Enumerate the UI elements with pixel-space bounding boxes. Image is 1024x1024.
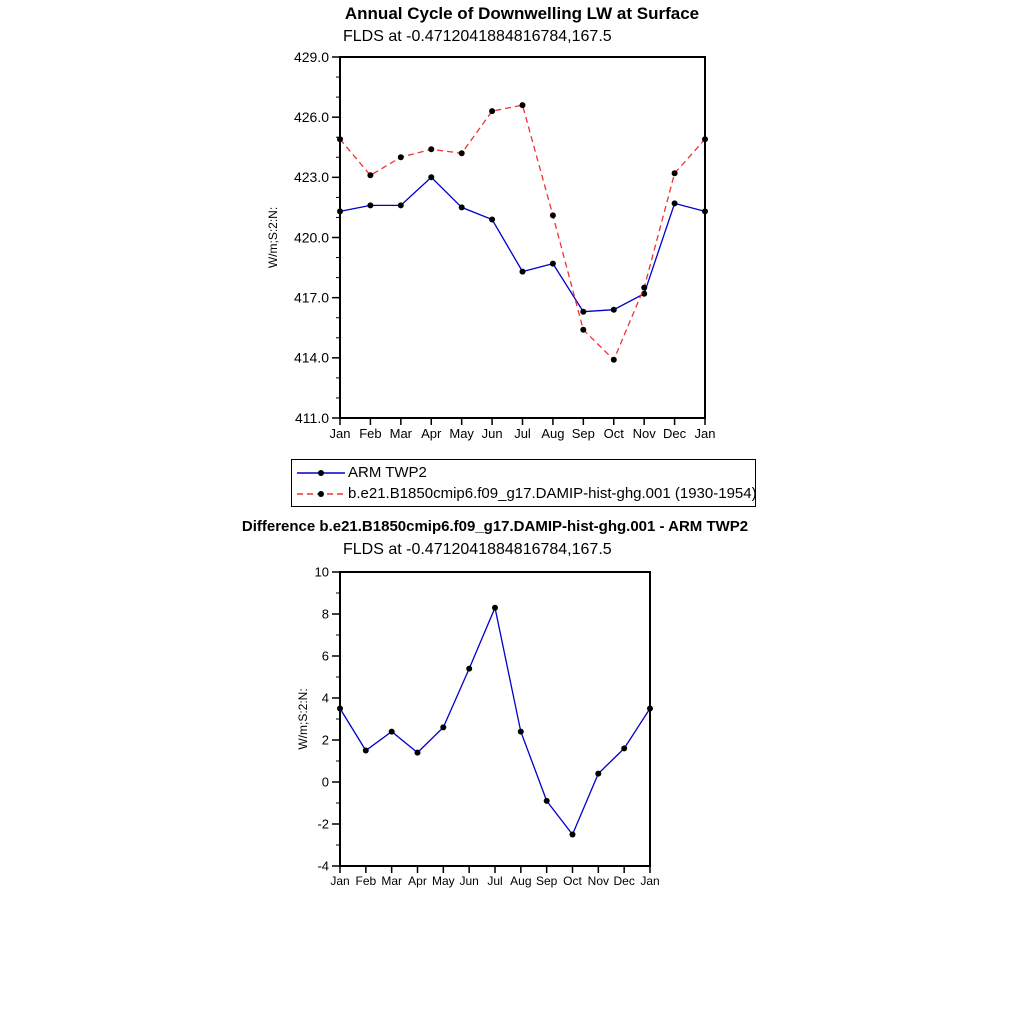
data-point-marker xyxy=(398,202,404,208)
x-tick-label: Jul xyxy=(487,874,503,888)
data-point-marker xyxy=(459,204,465,210)
x-tick-label: Feb xyxy=(355,874,377,888)
difference-line-chart xyxy=(260,560,780,895)
legend-label-model: b.e21.B1850cmip6.f09_g17.DAMIP-hist-ghg.001 (1930-1954) xyxy=(348,485,757,502)
data-point-marker xyxy=(570,832,576,838)
plot-frame xyxy=(340,572,650,866)
y-axis-label: W/m;S:2:N: xyxy=(296,688,310,750)
plot-frame xyxy=(340,57,705,418)
data-point-marker xyxy=(672,200,678,206)
data-point-marker xyxy=(489,108,495,114)
data-point-marker xyxy=(544,798,550,804)
x-tick-label: Sep xyxy=(535,874,558,888)
data-point-marker xyxy=(337,136,343,142)
x-tick-label: Jun xyxy=(459,874,479,888)
x-tick-label: Jan xyxy=(329,426,351,441)
data-point-marker xyxy=(363,748,369,754)
data-point-marker xyxy=(367,172,373,178)
y-tick-label: 423.0 xyxy=(293,169,329,186)
x-tick-label: May xyxy=(431,874,455,888)
y-tick-label: -4 xyxy=(317,858,329,874)
data-point-marker xyxy=(428,146,434,152)
series-line-0 xyxy=(340,608,650,835)
data-point-marker xyxy=(611,307,617,313)
x-tick-label: Dec xyxy=(613,874,635,888)
legend-box xyxy=(291,459,756,507)
data-point-marker xyxy=(550,212,556,218)
dot-marker-icon xyxy=(318,491,324,497)
y-tick-label: 414.0 xyxy=(293,349,329,366)
data-point-marker xyxy=(489,217,495,223)
y-tick-label: 6 xyxy=(321,648,329,664)
x-tick-label: Jul xyxy=(514,426,531,441)
y-tick-label: 0 xyxy=(321,774,329,790)
x-tick-label: Apr xyxy=(421,426,442,441)
data-point-marker xyxy=(580,327,586,333)
x-tick-label: Sep xyxy=(571,426,595,441)
data-point-marker xyxy=(520,102,526,108)
x-tick-label: Mar xyxy=(389,426,413,441)
data-point-marker xyxy=(337,706,343,712)
x-tick-label: Apr xyxy=(408,874,427,888)
y-tick-label: 429.0 xyxy=(293,48,329,65)
y-tick-label: 2 xyxy=(321,732,329,748)
data-point-marker xyxy=(428,174,434,180)
data-point-marker xyxy=(641,285,647,291)
top-chart-subtitle: FLDS at -0.4712041884816784,167.5 xyxy=(343,28,612,45)
x-tick-label: Mar xyxy=(381,874,403,888)
data-point-marker xyxy=(492,605,498,611)
difference-chart-title: Difference b.e21.B1850cmip6.f09_g17.DAMIP-hist-ghg.001 - ARM TWP2 xyxy=(241,518,749,535)
y-tick-label: 426.0 xyxy=(293,109,329,126)
x-tick-label: Jan xyxy=(640,874,660,888)
x-tick-label: Oct xyxy=(563,874,582,888)
x-tick-label: Feb xyxy=(359,426,382,441)
data-point-marker xyxy=(647,706,653,712)
data-point-marker xyxy=(520,269,526,275)
data-point-marker xyxy=(595,771,601,777)
y-tick-label: 8 xyxy=(321,606,329,622)
data-point-marker xyxy=(415,750,421,756)
data-point-marker xyxy=(518,729,524,735)
solid-line-sample-icon xyxy=(296,466,346,480)
dot-marker-icon xyxy=(318,470,324,476)
legend-label-obs: ARM TWP2 xyxy=(348,464,427,481)
x-tick-label: May xyxy=(449,426,474,441)
data-point-marker xyxy=(440,724,446,730)
series-line-1 xyxy=(340,105,705,360)
y-tick-label: 420.0 xyxy=(293,229,329,246)
y-tick-label: -2 xyxy=(317,816,329,832)
data-point-marker xyxy=(398,154,404,160)
data-point-marker xyxy=(621,745,627,751)
data-point-marker xyxy=(702,136,708,142)
data-point-marker xyxy=(389,729,395,735)
dashed-line-sample-icon xyxy=(296,487,346,501)
x-tick-label: Aug xyxy=(541,426,565,441)
difference-chart-subtitle: FLDS at -0.4712041884816784,167.5 xyxy=(343,541,612,558)
x-tick-label: Dec xyxy=(663,426,687,441)
y-tick-label: 411.0 xyxy=(295,409,329,426)
data-point-marker xyxy=(580,309,586,315)
legend-item-obs xyxy=(296,462,755,483)
data-point-marker xyxy=(702,208,708,214)
x-tick-label: Nov xyxy=(632,426,656,441)
top-chart-title: Annual Cycle of Downwelling LW at Surface xyxy=(344,4,700,23)
x-tick-label: Oct xyxy=(603,426,624,441)
annual-cycle-line-chart xyxy=(260,46,780,466)
y-tick-label: 417.0 xyxy=(293,289,329,306)
data-point-marker xyxy=(611,357,617,363)
data-point-marker xyxy=(337,208,343,214)
x-tick-label: Aug xyxy=(510,874,532,888)
data-point-marker xyxy=(459,150,465,156)
x-tick-label: Jun xyxy=(481,426,503,441)
x-tick-label: Jan xyxy=(694,426,716,441)
y-tick-label: 10 xyxy=(314,564,329,580)
data-point-marker xyxy=(466,666,472,672)
y-axis-label: W/m;S:2:N: xyxy=(266,206,280,269)
data-point-marker xyxy=(367,202,373,208)
series-line-0 xyxy=(340,177,705,311)
y-tick-label: 4 xyxy=(321,690,329,706)
data-point-marker xyxy=(672,170,678,176)
legend-item-model xyxy=(296,483,755,504)
x-tick-label: Jan xyxy=(330,874,350,888)
data-point-marker xyxy=(550,261,556,267)
x-tick-label: Nov xyxy=(587,874,610,888)
